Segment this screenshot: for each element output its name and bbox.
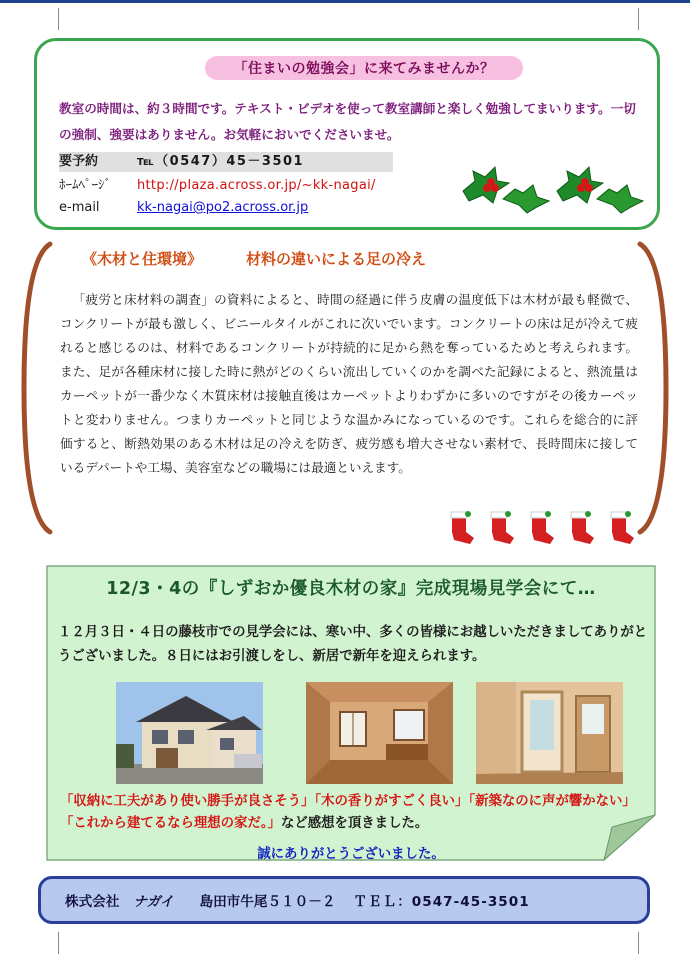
company-prefix: 株式会社 <box>65 894 120 910</box>
reservation-tel: ℡（0547）45－3501 <box>137 154 305 169</box>
email-label: e-mail <box>59 200 100 215</box>
visitor-comments <box>60 791 648 835</box>
email-link[interactable]: kk-nagai@po2.across.or.jp <box>137 200 309 215</box>
company-footer <box>38 876 650 924</box>
holly-icon <box>457 159 557 215</box>
company-name: ナガイ <box>133 894 174 910</box>
open-house-description: １２月３日・４日の藤枝市での見学会には、寒い中、多くの皆様にお越しいただきましてありがとうございました。８日にはお引渡しをし、新居で新年を迎えられます。 <box>58 625 648 664</box>
visitor-comment-quotes: 「収納に工夫があり使い勝手が良さそう」「木の香りがすごく良い」「新築なのに声が響かない」「これから建てるなら理想の家だ。」 <box>60 794 636 831</box>
article-heading <box>82 248 426 269</box>
christmas-stockings-icon <box>444 508 650 548</box>
open-house-section <box>46 565 656 861</box>
left-bracket-decoration <box>20 240 54 536</box>
article-title: 《木材と住環境》 <box>82 250 203 268</box>
reservation-tel-row <box>59 152 393 172</box>
holly-icon <box>551 159 651 215</box>
open-house-title: 12/3・4の『しずおか優良木材の家』完成現場見学会にて… <box>106 579 596 599</box>
article-paragraph: 「疲労と床材料の調査」の資料によると、時間の経過に伴う皮膚の温度低下は木材が最も軽微で、コンクリートが最も激しく、ビニールタイルがこれに次いでいます。コンクリートの床は足が冷えて疲れると感じるのは、材料であるコンクリートが持続的に足から熱を奪っているためと考えられます。また、足が各種床材に接した時に熱がどのくらい流出していくのかを調べた記録によると、熱流量はカーペットが一番少なく木質床材は接触直後はカーペットよりわずかに多いのですがその後カーペットと変わりません。つまりカーペットと同じような温かみになっているのです。これらを総合的に評価すると、断熱効果のある木材は足の冷えを防ぎ、疲労感も増大させない素材で、長時間床に接しているデパートや工場、美容室などの職場には最適といえます。 <box>60 292 638 475</box>
study-group-box <box>34 38 660 230</box>
wooden-room-photo <box>306 682 453 784</box>
article-subtitle: 材料の違いによる足の冷え <box>246 250 427 268</box>
homepage-link[interactable]: http://plaza.across.or.jp/~kk-nagai/ <box>137 178 376 193</box>
thanks-message: 誠にありがとうございました。 <box>257 847 445 862</box>
visitor-comment-tail: など感想を頂きました。 <box>280 816 429 831</box>
study-group-title: 「住まいの勉強会」に来てみませんか？ <box>205 56 523 80</box>
email-row <box>59 198 308 218</box>
reservation-label: 要予約 <box>59 154 99 169</box>
house-exterior-photo <box>116 682 263 784</box>
company-address: 島田市牛尾５１０－２ <box>199 894 336 910</box>
crop-mark <box>58 932 59 954</box>
right-bracket-decoration <box>636 240 670 536</box>
top-rule <box>0 0 690 3</box>
crop-mark <box>638 8 639 30</box>
study-group-description: 教室の時間は、約３時間です。テキスト・ビデオを使って教室講師と楽しく勉強してまいります。一切の強制、強要はありません。お気軽においでくださいませ。 <box>59 101 636 142</box>
company-tel: ＴＥＬ：0547-45-3501 <box>353 894 530 910</box>
homepage-row <box>59 176 376 196</box>
article-body <box>60 288 638 480</box>
crop-mark <box>58 8 59 30</box>
crop-mark <box>638 932 639 954</box>
homepage-label: ﾎｰﾑﾍﾟｰｼﾞ <box>59 178 111 193</box>
interior-doorway-photo <box>476 682 623 784</box>
